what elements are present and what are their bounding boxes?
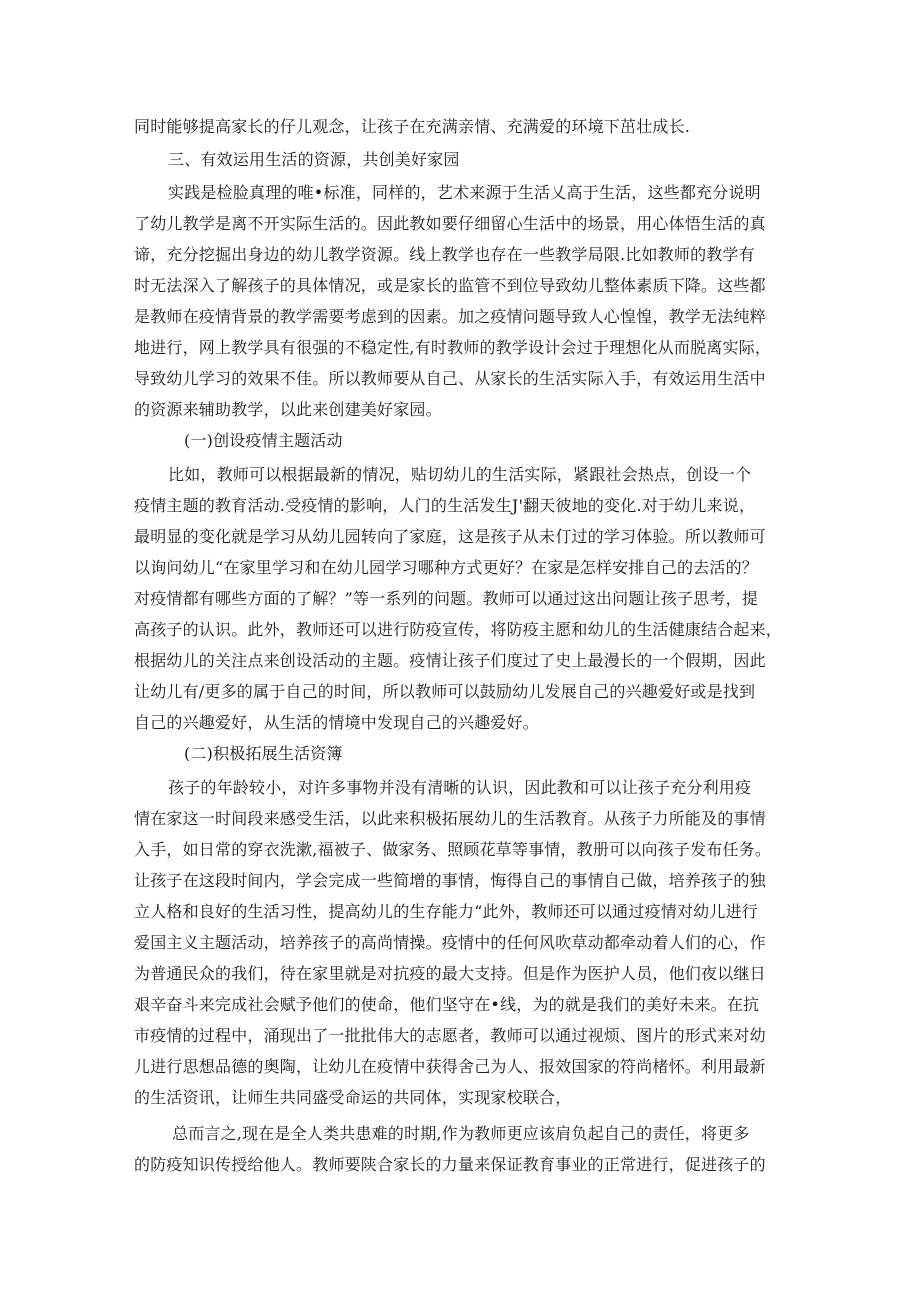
text-line: 艰辛奋斗来完成社会赋予他们的使命，他们坚守在•线，为的就是我们的美好未来。在抗 [134,995,760,1014]
text-line: 情在家这一时间段来感受生活，以此来积极拓展幼儿的生活教育。从孩子力所能及的事情 [134,809,766,828]
text-line: 实践是检脸真理的唯•标准，同样的，艺术来源于生活乂高于生活，这些都充分说明 [168,183,761,202]
text-line: 让孩子在这段时间内，学会完成一些简增的事情，悔得自己的事情自己做，培养孩子的独 [134,871,766,890]
text-line: 市疫情的过程中，涌现出了一批批伟大的志愿者，教师可以通过视烦、图片的形式来对幼 [134,1026,766,1045]
text-line: 了幼儿教学是离不开实际生活的。因此教如要仔细留心生活中的场景，用心体悟生活的真 [134,214,766,233]
text-line: 入手，如日常的穿衣洗漱,福被子、做家务、照顾花草等事情，教册可以向孩子发布任务。 [134,840,772,859]
text-line: 总而言之,现在是全人类共患难的时期,作为教师更应该肩负起自己的责任，将更多 [172,1124,750,1143]
text-line: 爱国主义主题活动，培养孩子的高尚情操。疫情中的任何风吹草动都牵动着人们的心，作 [134,933,766,952]
text-line: 以询问幼儿“在家里学习和在幼儿园学习哪种方式更好？在家是怎样安排自己的去活的？ [134,558,758,577]
text-line: 谛，充分挖掘出身边的幼儿教学资源。线上教学也存在一些教学局限.比如教师的教学有 [134,245,755,264]
text-line: 孩子的年龄较小，对许多事物并没有清晰的认识，因此教和可以让孩子充分利用疫 [168,778,752,797]
text-line: 时无法深入了解孩子的具体情况，或是家长的监管不到位导致幼儿整体素质下降。这些都 [134,276,766,295]
text-line: 立人格和良好的生活习性，提高幼儿的生存能力“此外，教师还可以通过疫情对幼儿进行 [134,902,758,921]
text-line: 地进行，网上教学具有很强的不稳定性,有时教师的教学设计会过于理想化从而脱离实际， [134,338,772,357]
section-heading: 三、有效运用生活的资源，共创美好家园 [168,150,460,169]
text-line: 对疫情都有哪些方面的了解？”等一系列的问题。教师可以通过这出问题让孩子思考，提 [134,589,758,608]
text-line: 高孩子的认识。此外，教师还可以进行防疫宣传，将防疫主愿和幼儿的生活健康结合起来， [134,620,783,639]
text-line: 最明显的变化就是学习从幼儿园转向了家庭，这是孩子从未仃过的学习体验。所以教师可 [134,527,766,546]
text-line: 疫情主题的教育活动.受疫情的影响，人门的生活发生J'翻天彼地的变化.对于幼儿来说， [134,496,756,515]
text-line: 根据幼儿的关注点来创设活动的主题。疫情让孩子们度过了史上最漫长的一个假期，因此 [134,651,766,670]
text-line: 让幼儿有/更多的属于自己的时间，所以教师可以鼓励幼儿发展自己的兴趣爱好或是找到 [134,682,756,701]
text-line: 为普通民众的我们，待在家里就是对抗疫的最大支持。但是作为医护人员，他们夜以继日 [134,964,766,983]
text-line: 比如，教师可以根据最新的情况，贴切幼儿的生活实际，紧跟社会热点，创设一个 [168,465,752,484]
text-line: 同时能够提高家长的仔儿观念，让孩子在充满亲情、充满爱的环境下茁壮成长. [134,117,691,136]
text-line: 是教师在疫情背景的教学需要考虑到的因素。加之疫情问题导致人心惶惶，教学无法纯粹 [134,307,766,326]
subsection-heading: (一)创设疫情主题活动 [184,431,343,450]
subsection-heading: (二)积极拓展生活资簿 [184,744,343,763]
text-line: 的防疫知识传授给他人。教师要陕合家长的力量来保证教育事业的正常进行，促进孩子的 [134,1155,766,1174]
text-line: 的资源来辅助教学，以此来创建美好家园。 [134,400,442,419]
text-line: 的生活资讯，让师生共同盛受命运的共同体，实现家校联合， [134,1088,572,1107]
text-line: 导致幼儿学习的效果不佳。所以教师要从自己、从家长的生活实际入手，有效运用生活中 [134,369,766,388]
text-line: 自己的兴趣爱好，从生活的情境中发现自己的兴趣爱好。 [134,713,540,732]
text-line: 儿进行思想品德的奥陶，让幼儿在疫情中获得舍己为人、报效国家的符尚楮怀。利用最新 [134,1057,766,1076]
